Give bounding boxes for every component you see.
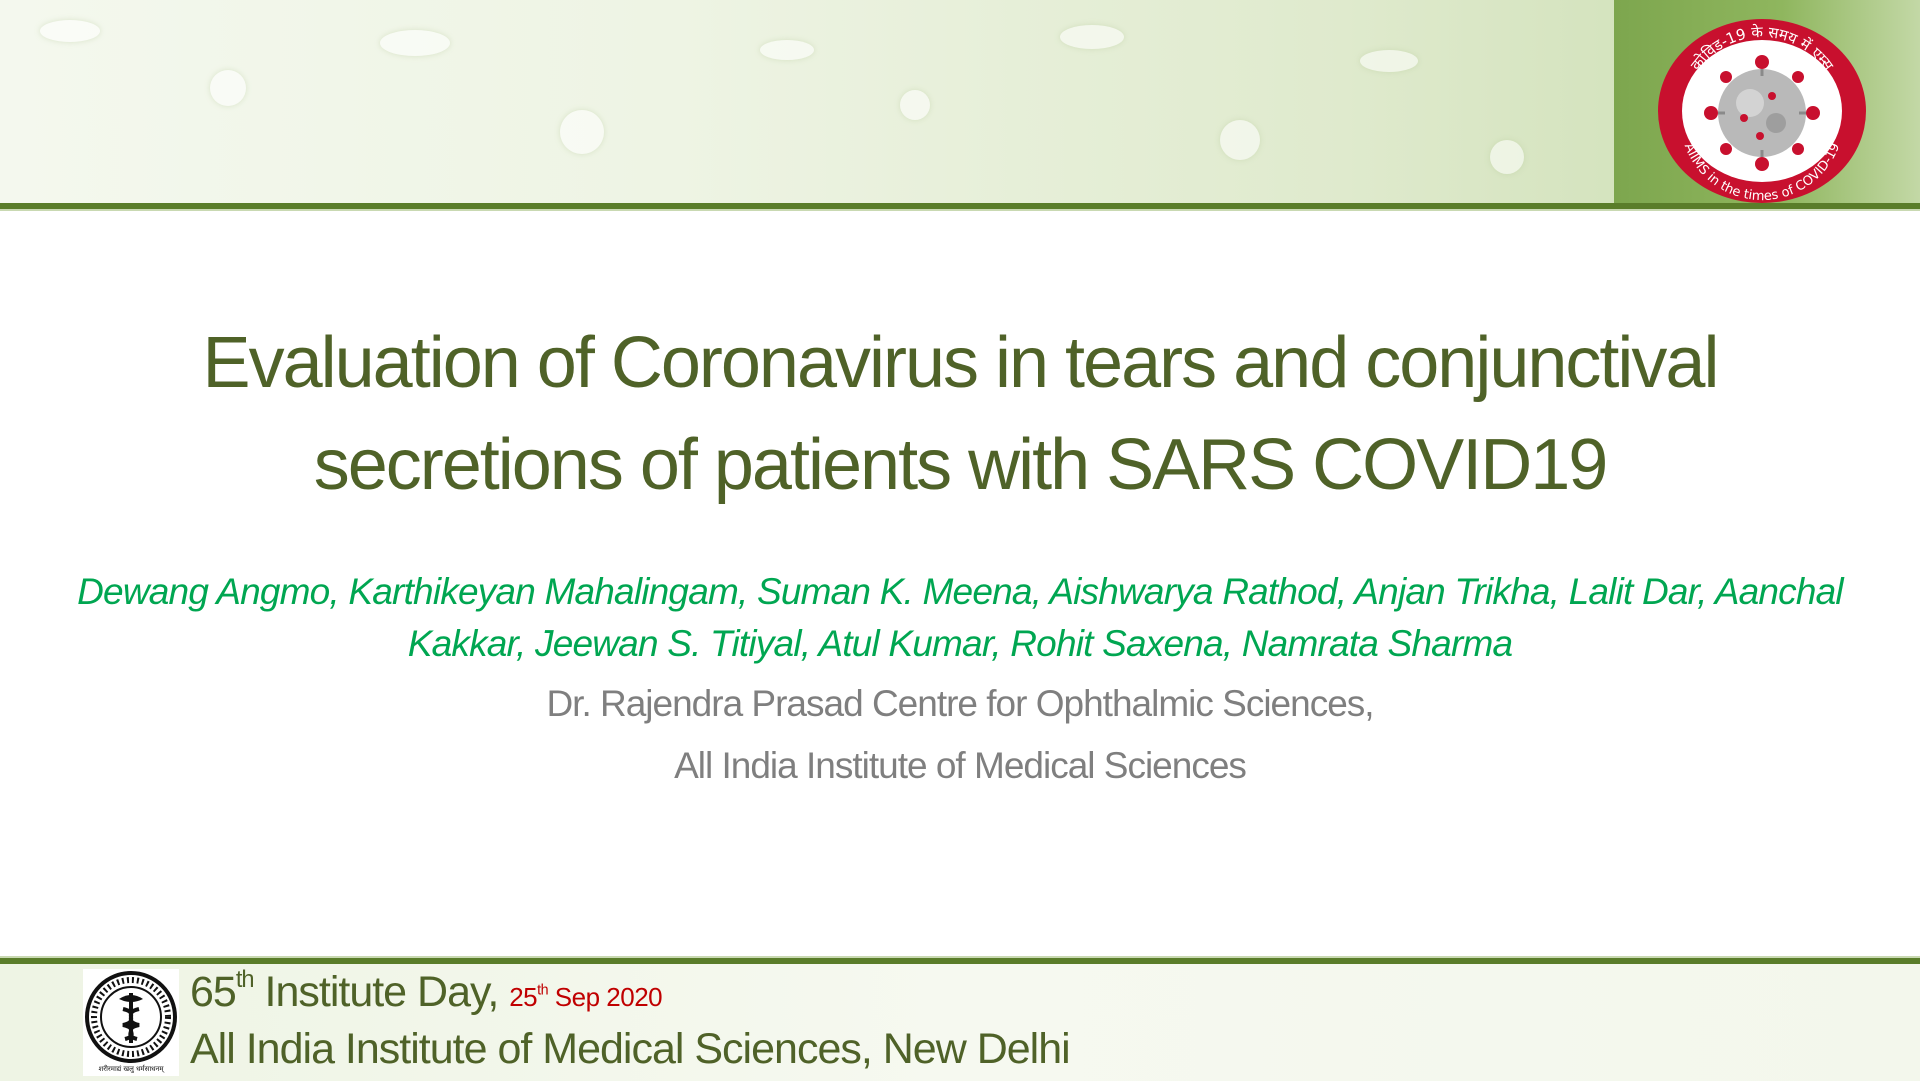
event-date: [509, 982, 662, 1012]
aiims-emblem-icon: [83, 969, 179, 1076]
logo-arc-top-text: कोविड-19 के समय में एम्स: [1687, 22, 1838, 74]
decorative-bubble: [380, 30, 450, 56]
decorative-bubble: [1060, 25, 1124, 49]
header-divider: [0, 203, 1920, 211]
event-line: [190, 966, 662, 1023]
event-suffix: th: [235, 967, 254, 994]
decorative-bubble: [1490, 140, 1524, 174]
footer-divider: [0, 956, 1920, 964]
author-list: [60, 566, 1860, 670]
title-line-2: secretions of patients with SARS COVID19: [313, 425, 1607, 505]
logo-motto: शरीरमाद्यं खलु धर्मसाधनम्: [98, 1065, 164, 1073]
affiliation-centre: Dr. Rajendra Prasad Centre for Ophthalmic Sciences,: [546, 683, 1374, 724]
decorative-bubble: [40, 20, 100, 42]
authors-line-2: Kakkar, Jeewan S. Titiyal, Atul Kumar, Rohit Saxena, Namrata Sharma: [407, 623, 1513, 664]
decorative-bubble: [760, 40, 814, 60]
event-number: 65: [190, 968, 236, 1016]
affiliation-institute: All India Institute of Medical Sciences: [674, 745, 1246, 786]
event-name: Institute Day,: [253, 968, 510, 1016]
date-rest: Sep 2020: [548, 982, 663, 1012]
institution-name: All India Institute of Medical Sciences, New Delhi: [190, 1025, 1070, 1073]
decorative-bubble: [210, 70, 246, 106]
header-banner: [0, 0, 1920, 203]
date-suffix: th: [537, 982, 549, 999]
slide-title: [110, 312, 1810, 516]
decorative-bubble: [560, 110, 604, 154]
decorative-bubble: [1360, 50, 1418, 72]
date-day: 25: [509, 982, 538, 1012]
covid-aiims-logo-icon: [1656, 18, 1868, 203]
title-line-1: Evaluation of Coronavirus in tears and conjunctival: [202, 323, 1718, 403]
logo-arc-bottom-text: AIIMS in the times of COVID-19: [1680, 141, 1844, 203]
decorative-bubble: [1220, 120, 1260, 160]
authors-line-1: Dewang Angmo, Karthikeyan Mahalingam, Suman K. Meena, Aishwarya Rathod, Anjan Trikha, Lalit Dar, Aanchal: [77, 571, 1843, 612]
decorative-bubble: [900, 90, 930, 120]
